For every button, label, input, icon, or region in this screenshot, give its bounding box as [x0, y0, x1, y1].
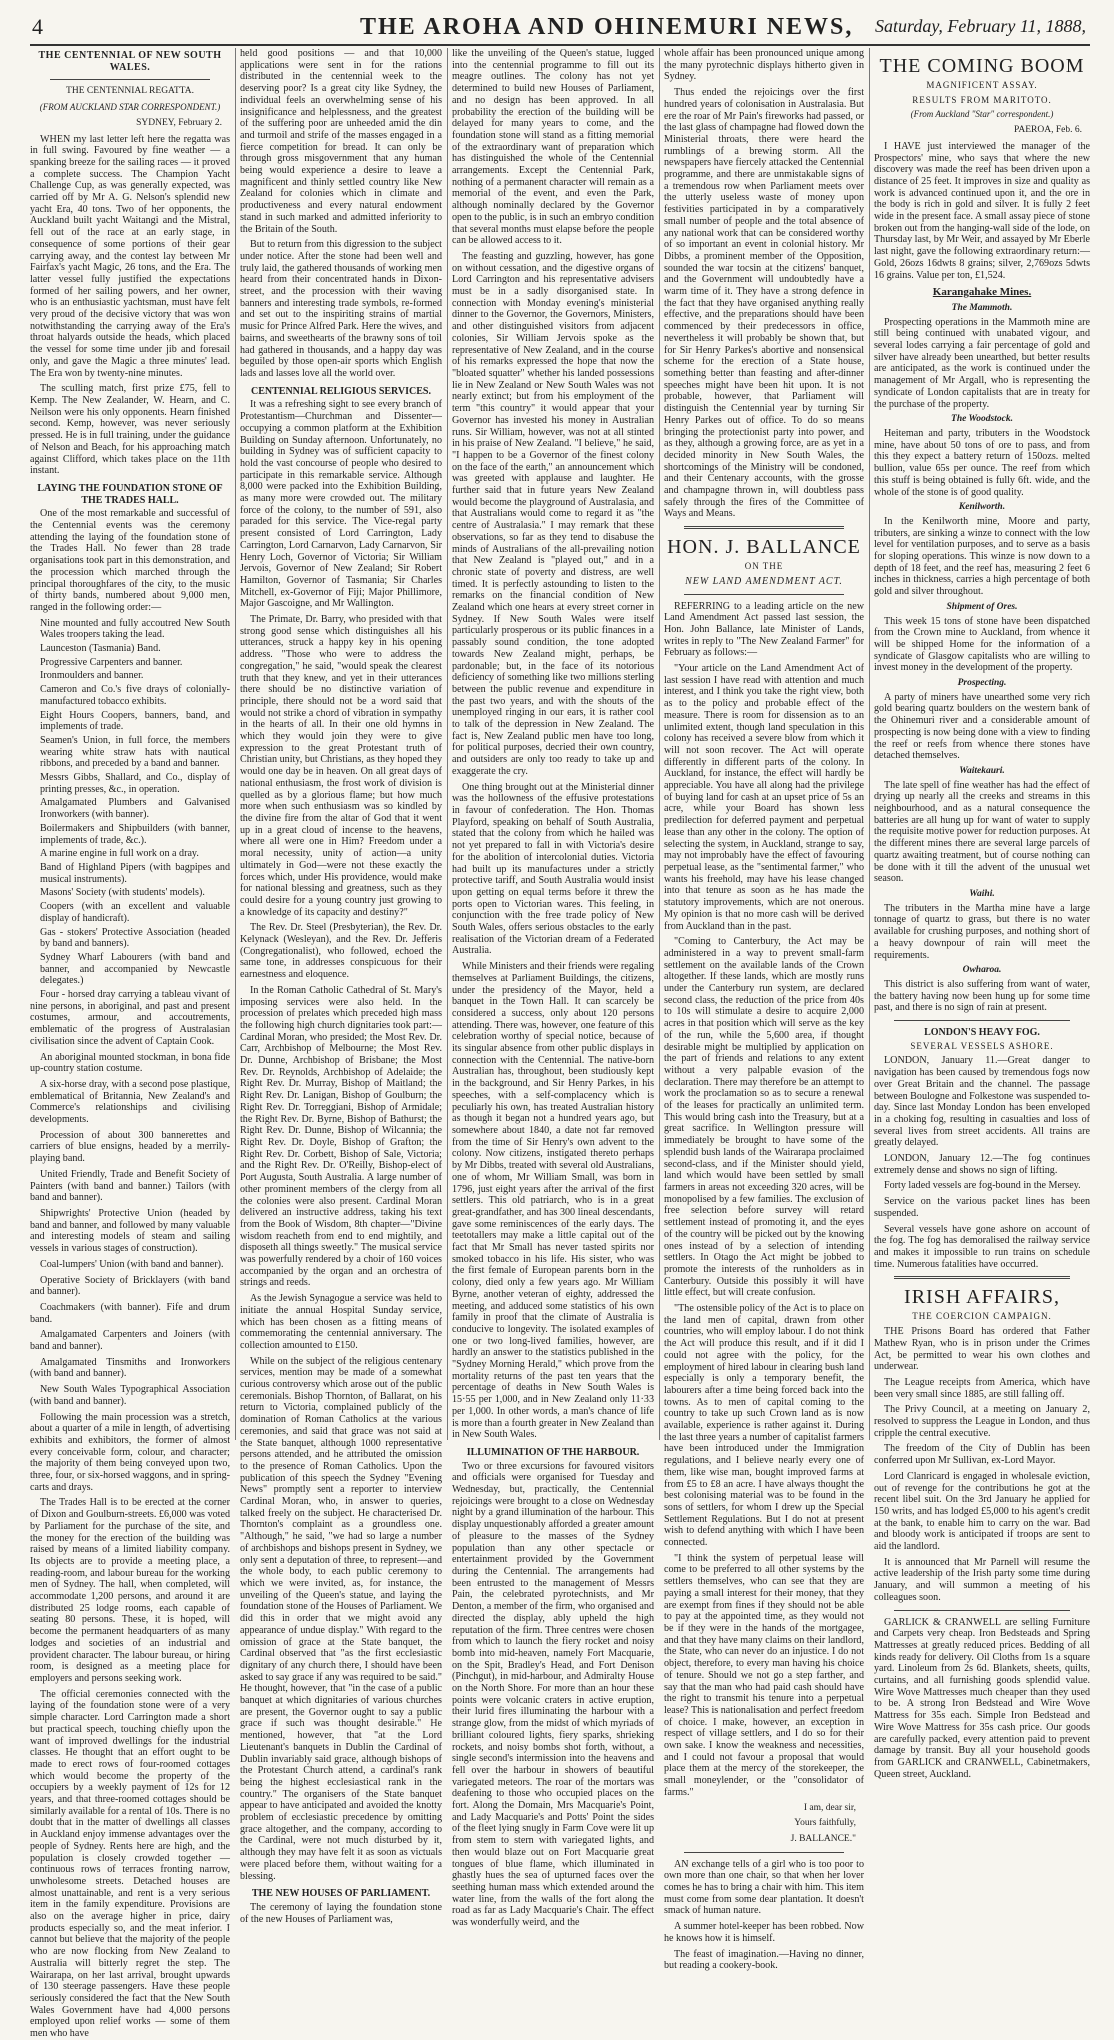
article-heading: HON. J. BALLANCE: [667, 536, 861, 559]
signoff: Yours faithfully,: [794, 1818, 856, 1829]
masthead: [30, 10, 1090, 46]
list-item: Boilermakers and Shipbuilders (with banner, implements of trade, &c.).: [40, 822, 230, 846]
paragraph: United Friendly, Trade and Benefit Society of Painters (with band and banner.) Tailors (with band and banner).: [30, 1168, 230, 1204]
byline: (FROM AUCKLAND STAR CORRESPONDENT.): [39, 102, 221, 113]
divider: [894, 1610, 1070, 1611]
list-item: Masons' Society (with students' models).: [40, 887, 205, 899]
column-4: [664, 48, 864, 1972]
paragraph: Prospecting operations in the Mammoth mine are still being continued with unabated vigour, and several lodes carrying a fair percentage of gold and silver have already been unearthed, but better results are anticipated, as the work is continued under the management of Mr Argall, who is representing the syndicate of London capitalists that are in treaty for the purchase of the property.: [874, 316, 1090, 410]
paragraph: The late spell of fine weather has had the effect of drying up nearly all the creeks and streams in this neighbourhood, and as a natural consequence the batteries are all hung up for want of water to supply the requisite motive power for reduction purposes. At the different mines there are several large parcels of quartz awaiting treatment, but of course nothing can be done with it till the advent of the unusual wet season.: [874, 779, 1090, 885]
paragraph: Service on the various packet lines has been suspended.: [874, 1196, 1090, 1219]
list-item: Eight Hours Coopers, banners, band, and implements of trade.: [40, 709, 230, 733]
article-subheading: MAGNIFICENT ASSAY.: [926, 80, 1038, 90]
article-subheading: RESULTS FROM MARITOTO.: [912, 94, 1052, 105]
subsection-heading: Prospecting.: [957, 678, 1007, 689]
paragraph: "The ostensible policy of the Act is to place on the land men of capital, drawn from other countries, who will employ labour. I do not think the Act will produce this result, and if it did I could not agree with the policy, for the employment of hired labour in clearing bush land especially is only a temporary benefit, the labourers after a time being forced back into the towns. As to men of capital coming to the country to take up such Crown land as is now available, experience is rather against it. During the last three years a number of capitalist farmers have been introduced under the Immigration regulations, and I believe nearly every one of them, like wise man, bought improved farms at from £5 to £8 an acre. I have always thought the best colonising material was to be found in the sons of settlers, for whom I drew up the Special Settlement Regulations. But I do not at present wish to defend anything with which I have been connected.: [664, 1303, 864, 1549]
divider: [894, 1276, 1070, 1279]
signature: J. BALLANCE.": [790, 1833, 856, 1844]
divider: [684, 1852, 844, 1853]
subsection-heading: Owharoa.: [962, 965, 1002, 976]
column-rule: [659, 48, 660, 1440]
column-rule: [447, 48, 448, 1440]
section-heading: THE NEW HOUSES OF PARLIAMENT.: [251, 1888, 431, 1900]
list-item: Band of Highland Pipers (with bagpipes and musical instruments).: [40, 862, 230, 885]
paragraph: "Coming to Canterbury, the Act may be administered in a way to prevent small-farm settlement on the available lands of the Crown altogether. If these lands, which are mostly runs under the Canterbury run system, are declared second class, the reduction of the price from 40s to 10s will stimulate a desire to acquire 2,000 acres in that position which will serve as the key of the run, while the 5,600 area, if thought desirable might be multiplied by application on the part of friends and relations to any extent without a very palpable evasion of the declaration. There may therefore be an attempt to work the proclamation so as to secure a renewal of the leases for practically an unlimited term. This would bring cash into the Treasury, but at a great sacrifice. In Wellington pressure will immediately be brought to have some of the splendid bush lands of the Wairarapa proclaimed second-class, and if the Minister should yield, land which would have been settled by small farmers in areas not exceeding 320 acres, will be monopolised by a few families. The exclusion of free selection before survey will retard settlement instead of promoting it, and the eyes of the country will be picked out by the knowing ones instead of by a selection of intending settlers. In Otago the Act might be jobbed to promote the interests of the runholders as in Canterbury. Outside this possibly it will have little effect, but will create confusion.: [664, 936, 864, 1299]
paragraph: "Your article on the Land Amendment Act of last session I have read with attention and much interest, and I think you take the right view, both as to the policy and probable effect of the measure. There is room for dissension as to an unlimited extent, though land speculation in this colony has received a severe blow from which it will not soon recover. The Act will operate differently in different parts of the colony. In Auckland, for instance, the effect will hardly be appreciable. You have all along had the privilege of buying land for cash at an upset price of 5s an acre, while your Board has shown less predilection for deferred payment and perpetual lease than any other in the colony. The option of selecting the system, in Auckland, strange to say, may not improbably have the effect of favouring perpetual lease, as the "sentimental farmer," who wants his freehold, may have his lease changed into that tenure as soon as he has made the statutory improvements, which are not onerous. My opinion is that no more cash will be derived from Auckland than in the past.: [664, 663, 864, 932]
paragraph: The feast of imagination.—Having no dinner, but reading a cookery-book.: [664, 1948, 864, 1972]
paragraph: This week 15 tons of stone have been dispatched from the Crown mine to Auckland, from whence it will be shipped Home for the information of a syndicate of Glasgow capitalists who are willing to invest money in the development of the property.: [874, 615, 1090, 674]
paragraph: Lord Clanricard is engaged in wholesale eviction, out of revenge for the contributions he got at the recent libel suit. On the 3rd January he applied for 150 writs, and has lodged £5,000 to his agent's credit at the bank, to enable him to carry on the war. Bad and bloody work is anticipated if troops are sent to aid the landlord.: [874, 1470, 1090, 1553]
list-item: Gas - stokers' Protective Association (headed by band and banners).: [40, 926, 230, 950]
paragraph: Shipwrights' Protective Union (headed by band and banner, and followed by many valuable and interesting models of steam and sailing vessels in various stages of construction).: [30, 1207, 230, 1255]
paragraph: In the Roman Catholic Cathedral of St. Mary's imposing services were also held. In the procession of prelates which preceded high mass the following high church dignitaries took part:—Cardinal Moran, who presided; the Most Rev. Dr. Carr, Archbishop of Melbourne; the Most Rev. Dr. Dunne, Archbishop of Brisbane; the Most Rev. Dr. Reynolds, Archbishop of Adelaide; the Right Rev. Dr. Murray, Bishop of Maitland; the Right Rev. Dr. Lanigan, Bishop of Goulburn; the Right Rev. Dr. Torreggiani, Bishop of Armidale; the Right Rev. Dr. Byrne, Bishop of Bathurst; the Right Rev. Dr. Dunne, Bishop of Wilcannia; the Right Rev. Dr. Doyle, Bishop of Grafton; the Right Rev. Dr. Corbett, Bishop of Sale, Victoria; and the Right Rev. Dr. O'Reilly, Bishop-elect of Port Augusta, South Australia. A large number of other prominent members of the clergy from all the colonies were also present. Cardinal Moran delivered an instructive address, taking his text from the Book of Wisdom, 8th chapter—"Divine wisdom reacheth from end to end mightily, and disposeth all things sweetly." The musical service was powerfully rendered by a choir of 160 voices accompanied by the organ and an orchestra of strings and reeds.: [240, 984, 442, 1289]
list-item: Seamen's Union, in full force, the members wearing white straw hats with nautical ribbons, and preceded by a band and banner.: [40, 734, 230, 770]
article-subheading: THE COERCION CAMPAIGN.: [912, 1311, 1052, 1322]
paragraph: "I think the system of perpetual lease will come to be preferred to all other systems by the settlers themselves, who can see that they are paying a small interest for their money, that they are exempt from fines if they should not be able to pay at the appointed time, as they would not be if they were in the hands of the mortgagee, and that they have many claims on their landlord, the State, who can never do an injustice. I do not object, therefore, to every man having his choice of tenure. Should we not go a step farther, and say that the man who had paid cash should have the right to transmit his tenure into a perpetual lease? This is nationalisation and perfect freedom of choice. I make, however, an exception in respect of village settlers, and I do so for their own sake. I know the weakness and necessities, and I could not favour a proposal that would place them at the mercy of the storekeeper, the small moneylender, or the "consolidator of farms.": [664, 1552, 864, 1798]
paragraph: The League receipts from America, which have been very small since 1885, are still falling off.: [874, 1376, 1090, 1400]
paragraph: Operative Society of Bricklayers (with band and banner).: [30, 1274, 230, 1298]
section-heading: Karangahake Mines.: [932, 286, 1032, 299]
paragraph: As the Jewish Synagogue a service was held to initiate the annual Hospital Sunday service, which has been chosen as a fitting means of commemorating the centennial anniversary. The collection amounted to £150.: [240, 1293, 442, 1351]
list-item: Sydney Wharf Labourers (with band and banner, and accompanied by Newcastle delegates.): [40, 951, 230, 987]
article-subheading: NEW LAND AMENDMENT ACT.: [685, 575, 843, 587]
newspaper-title: THE AROHA AND OHINEMURI NEWS,: [360, 14, 854, 40]
subsection-heading: Waihi.: [969, 889, 995, 899]
paragraph: I HAVE just interviewed the manager of the Prospectors' mine, who says that where the new discovery was made the reef has been driven upon a distance of 25 feet. It improves in size and quality as work is advanced continued upon it, and the ore in the body is rich in gold and silver. It is fully 2 feet wide in the present face. A small assay piece of stone broken out from the hanging-wall side of the lode, on Thursday last, by Mr Weir, and assayed by Mr Eberle last night, gave the following extraordinary return:—Gold, 26ozs 16dwts 8 grains; silver, 2,769ozs 5dwts 16 grains. Value per ton, £1,524.: [874, 140, 1090, 281]
list-item: Nine mounted and fully accoutred New South Wales troopers taking the lead.: [40, 617, 230, 641]
paragraph: THE Prisons Board has ordered that Father Mathew Ryan, who is in prison under the Crimes Act, be permitted to wear his own clothes and underwear.: [874, 1326, 1090, 1373]
paragraph: This district is also suffering from want of water, the battery having now been hung up for some time past, and there is no sign of rain at present.: [874, 978, 1090, 1014]
paragraph: Thus ended the rejoicings over the first hundred years of colonisation in Australasia. But ere the roar of Mr Pain's fireworks had passed, or the last glass of champagne had flowed down the Ministerial throats, there were heard the rumblings of a brewing storm. All the newspapers have fiercely attacked the Centennial programme, and there are unmistakable signs of a tremendous row when Parliament meets over the utterly useless waste of money upon festivities participated in by a comparatively small number of people and the total absence of any national work that can be considered worthy of so important an event in colonial history. Mr Dibbs, a prominent member of the Opposition, sounded the war tocsin at the citizens' banquet, and the Government will undoubtedly have a warm time of it. They have a strong defence in the fact that they have organised anything really effective, and the preparations should have been commenced by their predecessors in office, nevertheless it will probably be shown that, but for Sir Henry Parkes's abortive and nonsensical scheme for the erection of a State house, something better than feasting and after-dinner speeches might have been hit upon. It is not probable, however, that Parliament will distinguish the Centennial year by turning Sir Henry Parkes out of office. To do so means bringing the protectionist party into power, and as they, although a growing force, are as yet in a decided minority in New South Wales, the shortcomings of the Ministry will be condoned, and their Centenary accounts, with the grosse and champagne thrown in, will doubtless pass safely through the fires of the Committee of Ways and Means.: [664, 87, 864, 520]
paragraph: held good positions — and that 10,000 applications were sent in for the rations distributed in the centennial week to the deserving poor? Is a great city like Sydney, the individual feels an overwhelming sense of his insignificance and helplessness, and the greatest of the suffering poor are unheeded amid the din and turmoil and strife of the masses engaged in a fierce competition for bread. It can only be through gross misgovernment that any human being would experience a desire to leave a magnificent and thinly settled country like New Zealand for colonies which in climate and productiveness and every natural endowment stand in such marked and admitted inferiority to the Britain of the South.: [240, 48, 442, 235]
paragraph: WHEN my last letter left here the regatta was in full swing. Favoured by fine weather — a spanking breeze for the sailing races — it proved a complete success. The Champion Yacht Challenge Cup, as was generally expected, was carried off by Mr A. G. Nelson's splendid new yacht Era, 40 tons. Two of her opponents, the Auckland built yacht Waitangi and the Mistral, fell out of the race at an early stage, in consequence of some portions of their gear carrying away, and the contest lay between Mr Fairfax's yacht Magic, 26 tons, and the Era. The latter vessel fully justified the expectations formed of her sailing powers, and her owner, who is an enthusiastic yachtsman, must have felt very proud of the decisive victory that was won notwithstanding the carrying away of the Era's throat halyards outside the heads, which placed the vessel for some time under jib and foresail only, and gave the Magic a three minutes' lead. The Era won by twenty-nine minutes.: [30, 133, 230, 379]
paragraph: The ceremony of laying the foundation stone of the new Houses of Parliament was,: [240, 1901, 442, 1925]
paragraph: LONDON, January 11.—Great danger to navigation has been caused by tremendous fogs now over Great Britain and the channel. The passage between Boulogne and Folkestone was suspended to-day. Since last Monday London has been enveloped in a choking fog, resulting in casualties and loss of several lives from street accidents. All trains are greatly delayed.: [874, 1055, 1090, 1149]
paragraph: But to return from this digression to the subject under notice. After the stone had been well and truly laid, the gathered thousands of working men heard from their concentrated hands in Dixon-street, and the procession with their waving banners and interesting trade symbols, re-formed and set out to the inspiriting strains of martial music for Prince Alfred Park. Here the wives, and bairns, and sweethearts of the brawny sons of toil had gathered in thousands, and a happy day was beguiled by those open-air sports which English lads and lasses love all the world over.: [240, 239, 442, 379]
divider: [684, 594, 844, 595]
paragraph: The tributers in the Martha mine have a large tonnage of quartz to grass, but there is no water available for crushing purposes, and nothing short of a heavy downpour of rain will meet the requirements.: [874, 902, 1090, 961]
list-item: Cameron and Co.'s five drays of colonially-manufactured tobacco exhibits.: [40, 684, 230, 707]
list-item: Coopers (with an excellent and valuable display of handicraft).: [40, 901, 230, 924]
column-2: [240, 48, 442, 1925]
paragraph: Heiteman and party, tributers in the Woodstock mine, have about 50 tons of ore to pass, and from this they expect a battery return of 150ozs. melted bullion, value 65s per ounce. The reef from which this stuff is being obtained is fully 6ft. wide, and the whole of the stone is of good quality.: [874, 427, 1090, 498]
paragraph: Amalgamated Tinsmiths and Ironworkers (with band and banner).: [30, 1356, 230, 1380]
paragraph: Four - horsed dray carrying a tableau vivant of nine persons, in aboriginal, and past and present costumes, armour, and accoutrements, emblematic of the progress of Australasian civilisation since the advent of Captain Cook.: [30, 989, 230, 1047]
list-item: Launceston (Tasmania) Band.: [40, 643, 161, 655]
paragraph: The official ceremonies connected with the laying of the foundation stone were of a very simple character. Lord Carrington made a short but practical speech, touching chiefly upon the want of improved dwellings for the industrial classes. He thought that an effort ought to be made to erect rows of four-roomed cottages which would become the property of the occupiers by a weekly payment of 12s for 12 years, and that three-roomed cottages should be similarly available for a rental of 10s. There is no doubt that in the matter of dwellings all classes in Auckland enjoy immense advantages over the people of Sydney. Rents here are high, and the population is closely crowded together — continuous rows of terraces fronting narrow, unwholesome streets. Detached houses are almost unattainable, and rent is a very serious item in the family expenditure. Provisions are also on the average higher in price, dairy products especially so, and the meat inferior. I cannot but believe that the majority of the people who are now flocking from New Zealand to Australia will bitterly regret the step. The Wairarapa, on her last arrival, brought upwards of 130 steerage passengers. Have these people seriously considered the fact that the New South Wales Government have had 4,000 persons employed upon relief works — some of them men who have: [30, 1688, 230, 2040]
column-rule: [235, 48, 236, 1440]
page-number: 4: [32, 14, 43, 39]
paragraph: The Primate, Dr. Barry, who presided with that strong good sense which distinguishes all his utterances, struck a happy key in his opening address. "Those who were to address the congregation," he said, "would speak the clearest truth that they knew, and yet in their utterances there should be no distinctive variation of principle, there should not be a word said that would not strike a chord of vibration in sympathy in the hearts of all. In their one old hymns in which they would join they were to give expression to the great Protestant truth of Christian unity, but Christians, as they hoped they would one day be in heaven. On all great days of national enthusiasm, the frost work of division is quelled as by a glorious flame; but how much more when such enthusiasm was so kindled by the divine fire from the altar of God that it went up in a great cloud of incense to the heavens, where all were one in Him? Freedom under a moral necessity, unity of action—a unity ultimately in God—were not these exactly the forces which, under His providence, would make for national blessing and greatness, such as they could desire for a young country just growing to a knowledge of its capacity and destiny?": [240, 614, 442, 918]
paragraph: It was a refreshing sight to see every branch of Protestantism—Churchman and Dissenter—occupying a common platform at the Exhibition Building on Sunday afternoon. Unfortunately, no building in Sydney was of sufficient capacity to hold the vast concourse of people who desired to participate in this remarkable service. Although 8,000 were packed into the Exhibition Building, as many more were crowded out. The military force of the colony, to the number of 591, also paraded for this service. The Vice-regal party present consisted of Lord Carrington, Lady Carrington, Lord Carnarvon, Lady Carnarvon, Sir Henry Loch, Governor of Victoria; Sir William Jervois, Governor of New Zealand; Sir Robert Hamilton, Governor of Tasmania; Sir Charles Mitchell, ex-Governor of Fiji; Major Phillimore, Major Gascoigne, and Mr Wallington.: [240, 399, 442, 610]
article-subheading: THE CENTENNIAL REGATTA.: [66, 86, 194, 97]
dateline: PAEROA, Feb. 6.: [1013, 125, 1082, 136]
column-5: [874, 48, 1090, 1780]
paragraph: like the unveiling of the Queen's statue, lugged into the centennial programme to fill out its meagre outlines. The colony has not yet determined to build new Houses of Parliament, and no design has been approved. In all probability the erection of the building will be delayed for many years to come, and the foundation stone will stand as a fitting memorial of the extraordinary want of preparation which has distinguished the whole of the Centennial arrangements. Except the Centennial Park, nothing of a permanent character will remain as a memorial of the event, and even the Park, although nominally declared by the Governor open to the public, is in such an embryo condition that several months must elapse before the people can be allowed access to it.: [452, 48, 654, 247]
subsection-heading: The Woodstock.: [951, 414, 1013, 425]
advertisement: GARLICK & CRANWELL are selling Furniture and Carpets very cheap. Iron Bedsteads and Spring Mattresses at greatly reduced prices. Bedding of all kinds ready for delivery. Oil Cloths from 1s a square yard. Linoleum from 2s 6d. Blankets, sheets, quilts, curtains, and all furnishing goods splendid value. Wire Wove Mattresses much cheaper than they used to be. A strong Iron Bedstead and Wire Wove Mattress for 35s each. Simple Iron Bedstead and Wire Wove Mattress for 35s cash price. Our goods are carefully packed, every attention paid to prevent damage by transit. Buy all your household goods from GARLICK and CRANWELL, Cabinetmakers, Queen street, Auckland.: [874, 1616, 1090, 1780]
paragraph: A summer hotel-keeper has been robbed. Now he knows how it is himself.: [664, 1921, 864, 1944]
section-heading: CENTENNIAL RELIGIOUS SERVICES.: [251, 385, 431, 397]
column-1: [30, 48, 230, 2040]
paragraph: The Trades Hall is to be erected at the corner of Dixon and Goulburn-streets. £6,000 was voted by Parliament for the purchase of the site, and the money for the erection of the building was raised by means of a limited liability company. Its objects are to provide a meeting place, a reading-room, and labour bureau for the working men of Sydney. The hall, when completed, will accommodate 1,200 persons, and around it are distributed 25 lodge rooms, each capable of seating 80 persons. These, it is hoped, will become the permanent headquarters of as many lodges and societies of an industrial and provident character. The labour bureau, or hiring room, is designed as a meeting place for employers and persons seeking work.: [30, 1497, 230, 1684]
paragraph: One of the most remarkable and successful of the Centennial events was the ceremony attending the laying of the foundation stone of the Trades Hall. No fewer than 28 trade organisations took part in this demonstration, and the procession which marched through the principal thoroughfares of the city, to the music of thirty bands, numbered about 9,000 men, ranged in the following order:—: [30, 508, 230, 613]
paragraph: A six-horse dray, with a second pose plastique, emblematical of Britannia, New Zealand's and Commerce's relationships and civilising developments.: [30, 1078, 230, 1126]
article-heading: THE CENTENNIAL OF NEW SOUTH WALES.: [38, 50, 222, 73]
list-item: Messrs Gibbs, Shallard, and Co., display of printing presses, &c., in operation.: [40, 772, 230, 795]
paragraph: The Privy Council, at a meeting on January 2, resolved to suppress the League in London, and thus cripple the central executive.: [874, 1404, 1090, 1439]
paragraph: In the Kenilworth mine, Moore and party, tributers, are sinking a winze to connect with the low level for ventilation purposes, and to serve as a basis for sloping operations. This winze is now down to a depth of 18 feet, and the reef has, measuring 2 feet 6 inches in thickness, carries a high percentage of both gold and silver throughout.: [874, 515, 1090, 598]
paragraph: The sculling match, first prize £75, fell to Kemp. The New Zealander, W. Hearn, and C. Neilson were his only opponents. Hearn finished second. Kemp, however, was never seriously pressed. He is in full training, under the guidance of Nelson and Beach, for his approaching match against Clifford, which takes place on the 11th instant.: [30, 383, 230, 477]
issue-date: Saturday, February 11, 1888,: [875, 16, 1086, 36]
paragraph: One thing brought out at the Ministerial dinner was the hollowness of the effusive protestations in favour of confederation. The Hon. Thomas Playford, speaking on behalf of South Australia, stated that the colony from which he hailed was not yet prepared to fall in with Victoria's desire for the abolition of intercolonial duties. Victoria had built up its manufactures under a strictly protective tariff, and South Australia would insist upon getting on equal terms before it threw the ports open to Victorian wares. This feeling, in conjunction with the free trade policy of New South Wales, offers serious obstacles to the early realisation of the Victorian dream of a Federated Australia.: [452, 781, 654, 957]
list-item: A marine engine in full work on a dray.: [40, 848, 199, 860]
heading-connector: ON THE: [744, 561, 784, 572]
paragraph: While Ministers and their friends were regaling themselves at Parliament Buildings, the citizens, under the presidency of the Mayor, held a banquet in the Town Hall. It can scarcely be considered a success, only about 120 persons attending. There was, however, one feature of this celebration worthy of special notice, because of its singular absence from other public displays in connection with the Centennial. The native-born Australian has, throughout, been studiously kept in the background, and Sir Henry Parkes, in his speeches, with a self-complacency which is peculiarly his own, has treated Australian history as though it began not a hundred years ago, but somewhere about 1840, a date not far removed from the time of Sir Henry's own advent to the colony. Now citizens, instigated thereto perhaps by Mr Dibbs, treated with several old Australians, one of whom, Mr William Small, was born in 1796, just eight years after the arrival of the first settlers. This old patriarch, who is in a great great-grandfather, and has 300 lineal descendants, gave some reminiscences of the early days. The teetotallers may make a little capital out of the fact that Mr Small has never tasted spirits nor smoked tobacco in his life. His sister, who was the first female of European parents born in the colony, died only a few years ago. Mr William Byrne, another veteran of eighty, addressed the meeting, and adduced some statistics of his own family in proof that the climate of Australia is conducive to longevity. The isolated examples of one or two long-lived families, however, are hardly an answer to the statistics published in the "Sydney Morning Herald," which prove from the mortality returns of the past ten years that the percentage of deaths in New South Wales is 15·55 per 1,000, and in New Zealand only 11·33 per 1,000. In other words, a man's chance of life is more than a fourth greater in New Zealand than in New South Wales.: [452, 961, 654, 1441]
byline: (From Auckland "Star" correspondent.): [910, 109, 1054, 120]
paragraph: Coal-lumpers' Union (with band and banner).: [40, 1258, 224, 1270]
column-3: [452, 48, 654, 1929]
divider: [50, 79, 210, 80]
subsection-heading: Shipment of Ores.: [946, 601, 1018, 612]
paragraph: REFERRING to a leading article on the new Land Amendment Act passed last session, the Hon. John Ballance, late Minister of Lands, writes in reply to "The New Zealand Farmer" for February as follows:—: [664, 600, 864, 659]
paragraph: The feasting and guzzling, however, has gone on without cessation, and the digestive organs of Lord Carrington and his representative advisers must be in a sadly disorganised state. In connection with Monday evening's ministerial dinner to the Governor, the Governors, Ministers, and other distinguished visitors from adjacent colonies, Sir William Jervois spoke as the representative of New Zealand, and in the course of his remarks expressed the hope that now the "bloated squatter" whether his landed possessions lie in New Zealand or New South Wales was not nearly extinct; but from his employment of the term "this country" it would appear that your Governor has invested his money in Australian runs. Sir William, however, was not at all stinted in his praise of New Zealand. "I believe," he said, "I happen to be a Governor of the finest colony on the face of the earth," an announcement which was greeted with applause and laughter. He further said that in future years New Zealand would become the playground of Australasia, and that Australians would come to regard it as "the centre of Australasia." I may remark that these observations, so far as they tend to disabuse the minds of Australians of the all-prevailing notion that New Zealand is "played out," and in a chronic state of poverty and distress, are well timed. It is perfectly astounding to listen to the remarks on the financial condition of New Zealand which one hears at every street corner in Sydney. If New South Wales were itself particularly prosperous or its public finances in a passably sound condition, the tone adopted towards New Zealand might, perhaps, be pardonable; but, in the face of its notorious deficiency of something like two millions sterling between the public revenue and expenditure in the past two years, and with the shouts of the unemployed ringing in our ears, it is rather cool to talk of the depression in New Zealand. The fact is, New Zealand public men have too long, for political purposes, decried their own country, and outsiders are only too ready to take up and exaggerate the cry.: [452, 250, 654, 777]
divider: [894, 1020, 1070, 1021]
paragraph: The freedom of the City of Dublin has been conferred upon Mr Sullivan, ex-Lord Mayor.: [874, 1443, 1090, 1467]
paragraph: Several vessels have gone ashore on account of the fog. The fog has demoralised the railway service and makes it impossible to run trains on schedule time. Numerous fatalities have occurred.: [874, 1223, 1090, 1270]
section-heading: ILLUMINATION OF THE HARBOUR.: [466, 1446, 640, 1458]
divider: [684, 526, 844, 529]
paragraph: Two or three excursions for favoured visitors and officials were organised for Tuesday and Wednesday, but, practically, the Centennial rejoicings were brought to a close on Wednesday night by a grand illumination of the harbour. This display unquestionably afforded a greater amount of pleasure to the masses of the Sydney population than any other spectacle or entertainment provided by the Government during the Centennial. The arrangements had been entrusted to the management of Messrs Pain, the celebrated pyrotechnists, and Mr Denton, a member of the firm, who organised and directed the display, ably upheld the high reputation of the firm. Three centres were chosen from which to launch the fiery rocket and noisy bomb into mid-heaven, namely Fort Macquarie, on the Spit, Bradley's Head, and Fort Denison (Pinchgut), in mid-harbour, and Admiralty House on the North Shore. For more than an hour these points were volcanic craters in active eruption, their lurid fires illuminating the harbour with a strange glow, from the midst of which myriads of brilliant coloured lights, fiery sparks, shrieking rockets, and noisy bombs shot forth, without, a single second's intermission into the heavens and fell over the harbour in showers of beautiful variegated meteors. The roar of the mortars was deafening to those who occupied places on the fort. Along the Domain, Mrs Macquarie's Point, and Lady Macquarie's and Potts' Point the sides of the fleet lying snugly in Farm Cove were lit up from stem to stern with variegated lights, and then would blaze out on Fort Macquarie great tongues of blue flame, which illuminated in ghastly hues the sea of upturned faces over the seething human mass which extended around the water line, from the walls of the fort along the road as far as Lady Macquarie's Chair. The effect was wonderfully weird, and the: [452, 1460, 654, 1929]
paragraph: Coachmakers (with banner). Fife and drum band.: [30, 1301, 230, 1325]
paragraph: AN exchange tells of a girl who is too poor to own more than one chair, so that when her lover comes he has to bring a chair with him. This item must come from some dear plantation. It doesn't smack of human nature.: [664, 1858, 864, 1917]
paragraph: New South Wales Typographical Association (with band and banner).: [30, 1384, 230, 1407]
section-heading: LAYING THE FOUNDATION STONE OF THE TRADES HALL.: [37, 482, 223, 506]
paragraph: whole affair has been pronounced unique among the many pyrotechnic displays hitherto given in Sydney.: [664, 48, 864, 83]
signoff: I am, dear sir,: [803, 1802, 856, 1813]
paragraph: LONDON, January 12.—The fog continues extremely dense and shows no sign of lifting.: [874, 1153, 1090, 1176]
paragraph: Following the main procession was a stretch, about a quarter of a mile in length, of advertising exhibits and exhibitors, the former of almost every conceivable form, colour, and character; the majority of them being conveyed upon two, three, four, or six-horsed waggons, and in spring-carts and drays.: [30, 1411, 230, 1493]
paragraph: An aboriginal mounted stockman, in bona fide up-country station costume.: [30, 1051, 230, 1075]
list-item: Amalgamated Plumbers and Galvanised Ironworkers (with banner).: [40, 797, 230, 821]
list-item: Ironmoulders and banner.: [40, 670, 144, 682]
article-heading: LONDON'S HEAVY FOG.: [924, 1027, 1040, 1039]
paragraph: It is announced that Mr Parnell will resume the active leadership of the Irish party some time during January, and will summon a meeting of his colleagues soon.: [874, 1556, 1090, 1603]
subsection-heading: Waitekauri.: [959, 765, 1005, 776]
subsection-heading: Kenilworth.: [958, 502, 1006, 513]
column-rule: [869, 48, 870, 1440]
article-heading: IRISH AFFAIRS,: [904, 1286, 1060, 1309]
paragraph: Procession of about 300 bannerettes and carriers of blue ensigns, headed by a merrily-playing band.: [30, 1129, 230, 1165]
paragraph: Forty laded vessels are fog-bound in the Mersey.: [884, 1180, 1081, 1192]
dateline: SYDNEY, February 2.: [136, 117, 222, 128]
paragraph: The Rev. Dr. Steel (Presbyterian), the Rev. Dr. Kelynack (Wesleyan), and the Rev. Dr. Jefferis (Congregationalist), who followed, echoed the same tone, in addresses conspicuous for their earnestness and eloquence.: [240, 922, 442, 981]
paragraph: A party of miners have unearthed some very rich gold bearing quartz boulders on the western bank of the Ohinemuri river and a considerable amount of prospecting is now being done with a view to finding the reef or reefs from whence there stones have detached themselves.: [874, 691, 1090, 762]
article-heading: THE COMING BOOM: [879, 55, 1085, 77]
list-item: Progressive Carpenters and banner.: [40, 656, 183, 668]
paragraph: While on the subject of the religious centenary services, mention may be made of a somewhat curious controversy which arose out of the public ceremonials. Bishop Thornton, of Ballarat, on his return to Victoria, complained publicly of the domination of Roman Catholics at the various ceremonies, and said that grace was not said at the State banquet, although 1000 representative persons attended, and he attributed the omission to the presence of Roman Catholics. Upon the publication of this speech the Sydney "Evening News" promptly sent a reporter to interview Cardinal Moran, who, in answer to queries, talked freely on the subject. He characterised Dr. Thornton's complaint as a groundless one. "Although," he said, "we had so large a number of archbishops and bishops present in Sydney, we only sent a deputation of three, to represent—and the whole body, to each public ceremony to which we were invited, as, for instance, the unveiling of the Queen's statue, and laying the foundation stone of the Houses of Parliament. We did this in order that we might avoid any appearance of undue display." With regard to the omission of grace at the State banquet, the Cardinal observed that "as the first ecclesiastic dignitary of any church there, I should have been asked to say grace if any was required to be said." He thought, however, that "in the case of a public banquet at which dignitaries of various churches are present, the Governor ought to say a public grace if such was thought desirable." He mentioned, however, that "at the Lord Lieutenant's banquets in Dublin the Cardinal of Dublin invariably said grace, although bishops of the Protestant Church attend, a cardinal's rank being the highest ecclesiastical rank in the country." The organisers of the State banquet appear to have anticipated and avoided the knotty problem of ecclesiastic precedence by omitting grace altogether, and the company, according to the Cardinal, were not much disturbed by it, although they may have felt it as soon as victuals were placed before them, without waiting for a blessing.: [240, 1355, 442, 1882]
article-subheading: SEVERAL VESSELS ASHORE.: [910, 1040, 1054, 1051]
subsection-heading: The Mammoth.: [951, 302, 1013, 313]
paragraph: Amalgamated Carpenters and Joiners (with band and banner).: [30, 1329, 230, 1353]
